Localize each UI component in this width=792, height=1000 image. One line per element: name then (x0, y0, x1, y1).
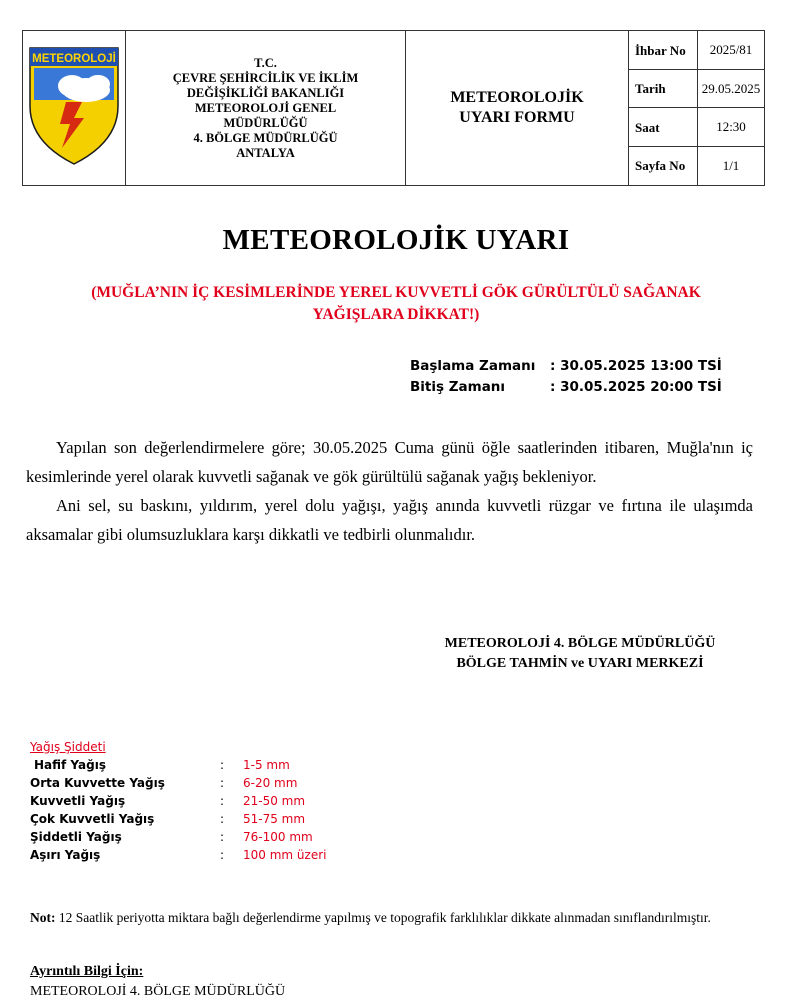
rain-scale-value: 6-20 mm (243, 776, 298, 790)
meta-label-tarih: Tarih (629, 70, 698, 108)
ministry-line: 4. BÖLGE MÜDÜRLÜĞÜ (193, 130, 338, 145)
start-time-value: : 30.05.2025 13:00 TSİ (550, 358, 722, 374)
rain-scale-separator: : (220, 848, 225, 862)
rain-scale-value: 100 mm üzeri (243, 848, 327, 862)
logo-cell (23, 31, 126, 186)
meteoroloji-logo (26, 44, 122, 168)
warning-body (26, 433, 753, 549)
rain-scale-value: 21-50 mm (243, 794, 306, 808)
page-title: METEOROLOJİK UYARI (222, 224, 570, 256)
info-line: METEOROLOJİ 4. BÖLGE MÜDÜRLÜĞÜ (30, 984, 286, 999)
meta-value-ihbar-no: 2025/81 (698, 31, 765, 70)
warning-subtitle (40, 282, 752, 326)
rain-scale-row (30, 756, 326, 774)
ministry-cell (126, 31, 406, 186)
meta-label-sayfa-no: Sayfa No (629, 146, 698, 185)
rain-scale-row (30, 774, 326, 792)
start-time-label: Başlama Zamanı (410, 358, 536, 374)
signature-line1: METEOROLOJİ 4. BÖLGE MÜDÜRLÜĞÜ (444, 636, 716, 651)
end-time-value: : 30.05.2025 20:00 TSİ (550, 379, 722, 395)
rain-scale-row (30, 792, 326, 810)
rain-scale-row (30, 846, 326, 864)
ministry-line: METEOROLOJİ GENEL (194, 100, 337, 115)
ministry-line: T.C. (254, 55, 277, 70)
info-title: Ayrıntılı Bilgi İçin: (30, 964, 144, 979)
meta-value-sayfa-no: 1/1 (698, 146, 765, 185)
rain-scale-value: 1-5 mm (243, 758, 290, 772)
form-title-cell (406, 31, 629, 186)
ministry-line: ÇEVRE ŞEHİRCİLİK VE İKLİM (172, 70, 359, 85)
rain-scale-row (30, 810, 326, 828)
note-label: Not: (30, 910, 56, 925)
rain-scale-name: Kuvvetli Yağış (30, 794, 126, 808)
rain-scale-name: Şiddetli Yağış (30, 830, 122, 844)
warning-subtitle-line1: (MUĞLA’NIN İÇ KESİMLERİNDE YEREL KUVVETLİ GÖK GÜRÜLTÜLÜ SAĞANAK (91, 284, 701, 301)
body-paragraph-1: Yapılan son değerlendirmelere göre; 30.05.2025 Cuma günü öğle saatlerinden itibaren, Muğla'nın iç kesimlerinde yerel olarak kuvvetli sağanak ve gök gürültülü sağanak yağış bekleniyor. (26, 438, 753, 486)
rain-scale-title: Yağış Şiddeti (30, 740, 106, 754)
form-title-line2: UYARI FORMU (459, 109, 575, 126)
start-time-row (410, 356, 722, 377)
ministry-line: DEĞİŞİKLİĞİ BAKANLIĞI (186, 85, 345, 100)
rain-scale-separator: : (220, 812, 225, 826)
rain-scale-name: Orta Kuvvette Yağış (30, 776, 165, 790)
rain-scale-row (30, 828, 326, 846)
meta-label-saat: Saat (629, 108, 698, 146)
rain-scale-separator: : (220, 830, 225, 844)
note-text: 12 Saatlik periyotta miktara bağlı değerlendirme yapılmış ve topografik farklılıklar dikkate alınmadan sınıflandırılmıştır. (55, 910, 711, 925)
warning-subtitle-line2: YAĞIŞLARA DİKKAT!) (312, 306, 480, 323)
rain-scale-name: Aşırı Yağış (30, 848, 101, 862)
meta-label-ihbar-no: İhbar No (629, 31, 698, 70)
signature-line2: BÖLGE TAHMİN ve UYARI MERKEZİ (456, 656, 704, 671)
header-table (22, 30, 765, 186)
note (30, 908, 760, 928)
end-time-row (410, 377, 722, 398)
rain-scale-separator: : (220, 794, 225, 808)
rain-scale-separator: : (220, 776, 225, 790)
body-paragraph-2: Ani sel, su baskını, yıldırım, yerel dolu yağışı, yağış anında kuvvetli rüzgar ve fırtına ile ulaşımda aksamalar gibi olumsuzluklara karşı dikkatli ve tedbirli olunmalıdır. (26, 496, 753, 544)
meta-value-tarih: 29.05.2025 (698, 70, 765, 108)
rain-scale-separator: : (220, 758, 225, 772)
rain-scale-value: 51-75 mm (243, 812, 306, 826)
ministry-line: MÜDÜRLÜĞÜ (223, 115, 308, 130)
end-time-label: Bitiş Zamanı (410, 379, 506, 395)
ministry-line: ANTALYA (236, 145, 295, 160)
rain-scale-name: Hafif Yağış (34, 758, 106, 772)
logo-text: METEOROLOJİ (32, 52, 116, 65)
rain-intensity-scale (30, 738, 326, 864)
form-title-line1: METEOROLOJİK (450, 89, 584, 106)
rain-scale-value: 76-100 mm (243, 830, 313, 844)
validity-times (410, 356, 722, 398)
rain-scale-name: Çok Kuvvetli Yağış (30, 812, 155, 826)
signature-block (400, 634, 760, 674)
meta-value-saat: 12:30 (698, 108, 765, 146)
